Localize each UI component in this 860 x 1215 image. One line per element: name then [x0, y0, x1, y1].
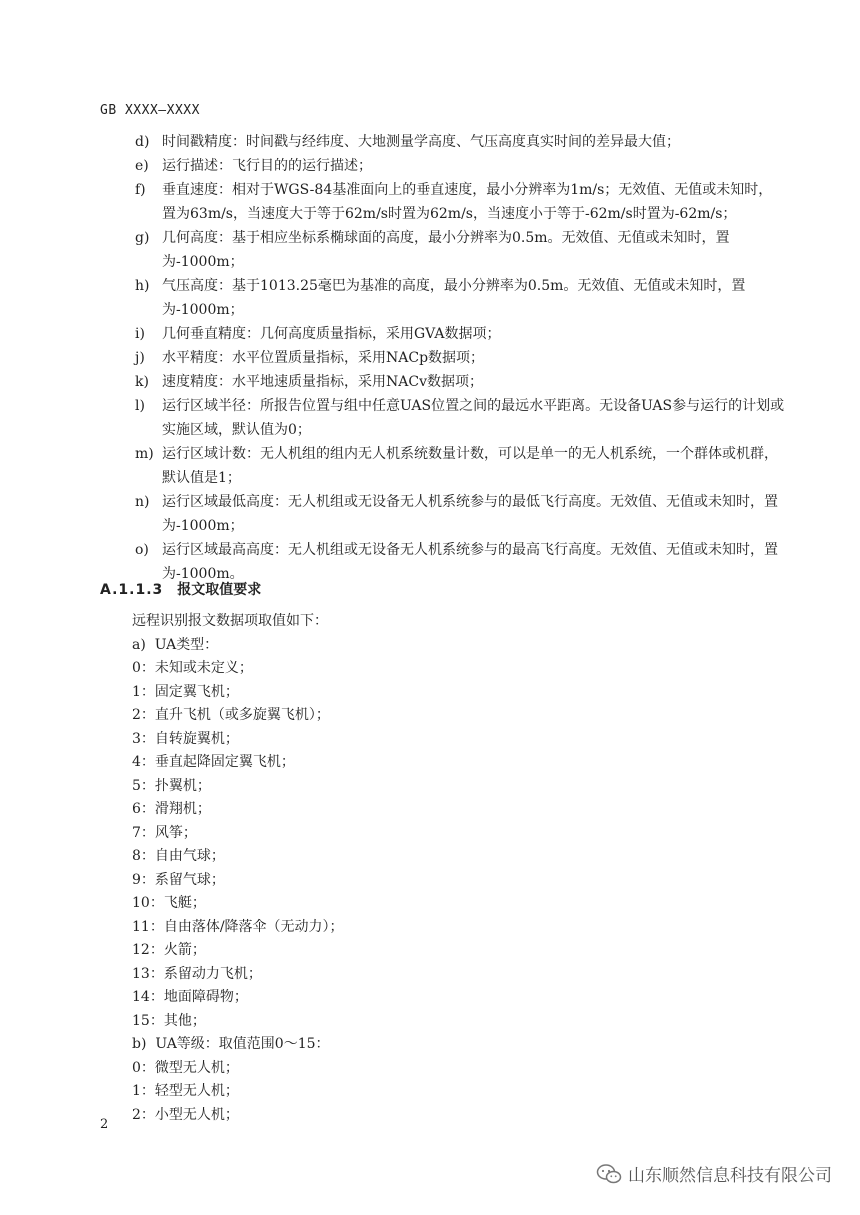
item-text: 垂直速度：相对于WGS-84基准面向上的垂直速度，最小分辨率为1m/s；无效值、无值或未知时，置为63m/s，当速度大于等于62m/s时置为62m/s，当速度小于等于-62m/s时置为-62m/s； — [162, 182, 773, 222]
list-item — [135, 394, 785, 442]
list-line: 15：其他； — [132, 1012, 206, 1029]
value-list — [132, 610, 782, 1127]
item-text: 运行区域计数：无人机组的组内无人机系统数量计数，可以是单一的无人机系统，一个群体或机群，默认值是1； — [162, 446, 778, 486]
list-item — [135, 370, 785, 394]
item-label: n) — [135, 494, 150, 510]
item-label: g) — [135, 230, 150, 246]
list-line: 6：滑翔机； — [132, 801, 211, 817]
item-text: 运行区域半径：所报告位置与组中任意UAS位置之间的最远水平距离。无设备UAS参与运行的计划或实施区域，默认值为0； — [162, 398, 785, 438]
list-item — [135, 442, 785, 490]
item-label: j) — [135, 350, 145, 366]
page-number: 2 — [100, 1117, 109, 1132]
list-line: 10：飞艇； — [132, 895, 206, 911]
item-text: 时间戳精度：时间戳与经纬度、大地测量学高度、气压高度真实时间的差异最大值； — [162, 134, 680, 150]
list-item — [135, 130, 785, 154]
list-line: 2：直升飞机（或多旋翼飞机）； — [132, 707, 330, 723]
list-line: 远程识别报文数据项取值如下： — [132, 613, 328, 629]
wechat-icon — [596, 1163, 622, 1185]
list-line: 1：固定翼飞机； — [132, 683, 239, 700]
item-label: l) — [135, 398, 145, 414]
watermark — [596, 1161, 832, 1186]
item-text: 几何高度：基于相应坐标系椭球面的高度，最小分辨率为0.5m。无效值、无值或未知时，置为-1000m； — [162, 230, 730, 270]
item-text: 几何垂直精度：几何高度质量指标，采用GVA数据项； — [162, 326, 501, 342]
section-number: A.1.1.3 — [100, 582, 164, 598]
standard-code-header: GB XXXX—XXXX — [100, 103, 200, 118]
list-item — [135, 346, 785, 370]
list-line: 13：系留动力飞机； — [132, 965, 262, 982]
list-line: 4：垂直起降固定翼飞机； — [132, 754, 295, 770]
list-line: 12：火箭； — [132, 942, 206, 958]
section-heading — [100, 578, 261, 602]
item-label: d) — [135, 134, 150, 150]
list-item — [135, 226, 785, 274]
item-text: 速度精度：水平地速质量指标，采用NACv数据项； — [162, 374, 483, 390]
item-label: i) — [135, 326, 145, 342]
item-label: k) — [135, 374, 149, 390]
list-line: 8：自由气球； — [132, 848, 225, 864]
list-item — [135, 154, 785, 178]
item-text: 运行区域最高高度：无人机组或无设备无人机系统参与的最高飞行高度。无效值、无值或未知时，置为-1000m。 — [162, 542, 778, 582]
definition-list — [135, 130, 785, 586]
list-line: 11：自由落体/降落伞（无动力）； — [132, 918, 344, 935]
item-text: 水平精度：水平位置质量指标，采用NACp数据项； — [162, 350, 485, 366]
list-item — [135, 322, 785, 346]
item-label: e) — [135, 158, 149, 174]
item-label: m) — [135, 446, 154, 462]
item-label: f) — [135, 182, 146, 198]
item-label: o) — [135, 542, 149, 558]
list-item — [135, 274, 785, 322]
section-title: 报文取值要求 — [177, 582, 262, 598]
item-label: h) — [135, 278, 150, 294]
list-line: 2：小型无人机； — [132, 1106, 239, 1123]
list-line: 7：风筝； — [132, 824, 197, 841]
item-text: 气压高度：基于1013.25毫巴为基准的高度，最小分辨率为0.5m。无效值、无值或未知时，置为-1000m； — [162, 278, 746, 318]
list-item — [135, 490, 785, 538]
list-line: 0：未知或未定义； — [132, 660, 253, 676]
list-line: a) UA类型： — [132, 636, 219, 653]
item-text: 运行区域最低高度：无人机组或无设备无人机系统参与的最低飞行高度。无效值、无值或未知时，置为-1000m； — [162, 494, 778, 534]
list-line: 9：系留气球； — [132, 871, 225, 888]
list-line: 3：自转旋翼机； — [132, 730, 239, 747]
list-line: 5：扑翼机； — [132, 777, 211, 794]
list-item — [135, 178, 785, 226]
list-line: 0：微型无人机； — [132, 1059, 239, 1076]
item-text: 运行描述：飞行目的的运行描述； — [162, 158, 372, 174]
list-line: 14：地面障碍物； — [132, 989, 248, 1005]
watermark-text: 山东顺然信息科技有限公司 — [628, 1166, 832, 1186]
list-line: 1：轻型无人机； — [132, 1083, 239, 1099]
list-line: b) UA等级：取值范围0～15： — [132, 1036, 330, 1052]
